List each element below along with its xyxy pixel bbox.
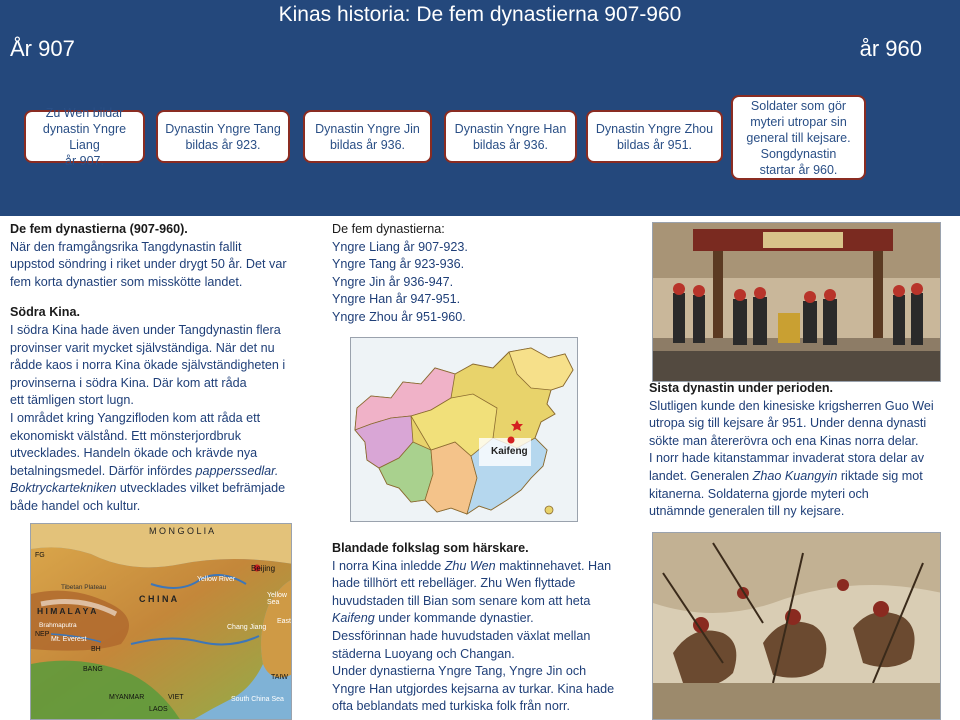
header-divider [0,214,960,216]
event-yngre-tang: Dynastin Yngre Tang bildas år 923. [156,110,290,163]
map-label-bh: BH [91,646,101,653]
map-label-fg: FG [35,552,45,559]
map-label-laos: LAOS [149,706,168,713]
map-label-everest: Mt. Everest [51,636,87,643]
ceremony-illustration-graphic [653,223,941,382]
middle-bottom-text: Blandade folkslag som härskare. I norra Kina inledde Zhu Wen maktinnehavet. Han hade tillhört ett rebelläger. Zhu Wen flyttade huvudstaden till Bian som senare kom att heta Kaifeng under kommande dynastier. Dessförinnan hade huvudstaden växlat mellan städerna Luoyang och Changan. Under dynastierna Yngre Tang, Yngre Jin och Yngre Han utgjordes kejsarna av turkar. Kina hade ofta beblandats med turkiska folk från norr. [332,540,632,716]
map-label-himalaya: H I M A L A Y A [37,606,97,616]
map-label-tibetan-plateau: Tibetan Plateau [61,584,107,591]
heading-sodra-kina: Södra Kina. [10,305,80,320]
heading-blandade-folkslag: Blandade folkslag som härskare. [332,541,529,555]
map-label-beijing: Beijing [251,564,276,573]
right-text-block: Sista dynastin under perioden. Slutligen kunde den kinesiske krigsherren Guo Wei utropa sig till kejsare år 951. Under denna dynasti sökte man återerövra och ena Kinas norra delar. I norr hade kitanstammar invaderat stora delar av landet. Generalen Zhao Kuangyin riktade sig mot kitanerna. Soldaterna gjorde myteri och utnämnde generalen till ny kejsare. [649,380,954,521]
timeline-end-year: år 960 [859,36,922,61]
map-label-east: East [277,618,292,625]
battle-illustration [652,532,941,720]
dynasty-item: Yngre Liang år 907-923. [332,239,468,254]
ceremony-illustration [652,222,941,382]
map-label-yellow-sea: Yellow Sea [267,592,287,606]
left-text-block: De fem dynastierna (907-960). När den framgångsrika Tangdynastin fallit uppstod söndring i riket under drygt 50 år. Det var fem korta dynastier som misskötte landet. Södra Kina. I södra Kina hade även under Tangdynastin flera provinser varit mycket självständiga. När det nu rådde kaos i norra Kina ökade självständigheten i provinserna i södra Kina. Där kom att råda ett tämligen stort lugn. I området kring Yangzifloden kom att råda ett ekonomiskt välstånd. Ett mönsterjordbruk utvecklades. Handeln ökade och krävde nya betalningsmedel. Därför infördes papperssedlar. Boktryckartekniken utvecklades vilket befrämjade både handel och kultur. [10,221,315,516]
map-label-china: C H I N A [139,594,178,604]
map-label-south-china-sea: South China Sea [231,696,284,703]
map-label-chang-jiang: Chang Jiang [227,624,267,631]
heading-fem-dynastierna: De fem dynastierna (907-960). [10,222,188,236]
dynasty-item: Yngre Han år 947-951. [332,292,461,307]
map-label-nep: NEP [35,631,50,638]
event-yngre-jin: Dynastin Yngre Jin bildas år 936. [303,110,432,163]
page-title: Kinas historia: De fem dynastierna 907-960 [278,3,682,26]
event-yngre-han: Dynastin Yngre Han bildas år 936. [444,110,577,163]
physical-map-china [30,523,292,720]
china-map-kaifeng [350,337,578,522]
heading-sista-dynastin: Sista dynastin under perioden. [649,381,834,395]
map-label-myanmar: MYANMAR [109,694,145,701]
dynasty-list-heading: De fem dynastierna: [332,222,445,236]
event-songdynastin: Soldater som gör myteri utropar sin general till kejsare. Songdynastin startar år 960. [731,95,866,180]
map-label-mongolia: M O N G O L I A [149,526,215,536]
event-yngre-zhou: Dynastin Yngre Zhou bildas år 951. [586,110,723,163]
map-label-yellow-river: Yellow River [197,576,236,583]
timeline-start-year: År 907 [10,36,75,61]
map-label-viet: VIET [168,694,184,701]
dynasty-item: Yngre Jin år 936-947. [332,274,454,289]
map-label-bang: BANG [83,666,103,673]
battle-illustration-graphic [653,533,941,720]
dynasty-list [332,221,632,327]
china-map-graphic [351,338,578,522]
header-band [0,0,960,214]
map-label-taiwan: TAIW [271,674,288,681]
kaifeng-label: Kaifeng [491,446,528,457]
dynasty-item: Yngre Tang år 923-936. [332,257,465,272]
dynasty-item: Yngre Zhou år 951-960. [332,309,466,324]
map-label-brahmaputra: Brahmaputra [39,622,77,629]
event-yngre-liang: Zu Wen bildar dynastin Yngre Liang år 907. [24,110,145,163]
